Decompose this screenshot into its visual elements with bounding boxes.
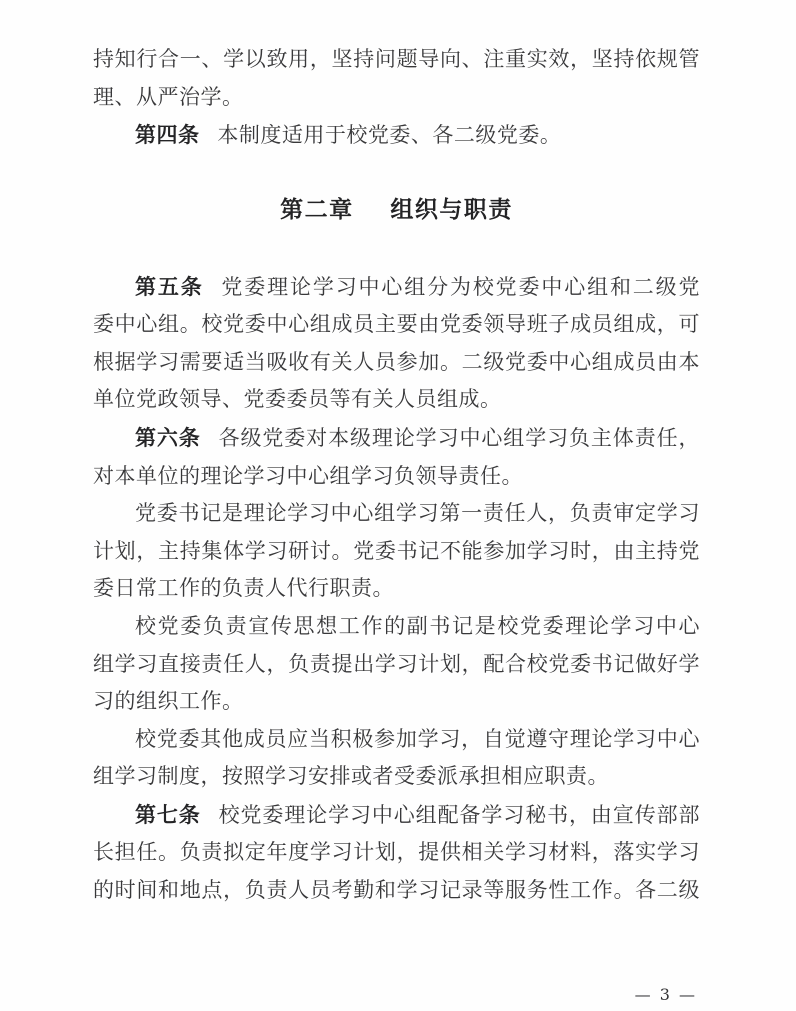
body-line: 长担任。负责拟定年度学习计划，提供相关学习材料，落实学习 [93,840,700,865]
body-line: 组学习直接责任人，负责提出学习计划，配合校党委书记做好学 [93,651,700,676]
article-7-line [93,796,700,835]
body-line: 对本单位的理论学习中心组学习负领导责任。 [93,463,523,488]
body-line: 组学习制度，按照学习安排或者受委派承担相应职责。 [93,764,609,789]
article-5-line [93,268,700,307]
article-6-text: 各级党委对本级理论学习中心组学习负主体责任， [218,425,701,450]
body-line: 委中心组。校党委中心组成员主要由党委领导班子成员组成，可 [93,312,700,337]
body-line: 的时间和地点，负责人员考勤和学习记录等服务性工作。各二级 [93,878,700,903]
body-line: 党委书记是理论学习中心组学习第一责任人，负责审定学习 [135,501,700,526]
chapter-number: 第二章 [280,197,354,224]
article-5-text: 党委理论学习中心组分为校党委中心组和二级党 [221,274,701,299]
body-line: 单位党政领导、党委委员等有关人员组成。 [93,387,502,412]
text-block [93,41,700,910]
page-number: — 3 — [634,985,697,1004]
chapter-heading [93,192,700,230]
chapter-title: 组织与职责 [390,197,513,224]
article-4-text: 本制度适用于校党委、各二级党委。 [217,123,562,148]
article-6-number: 第六条 [135,424,201,450]
body-line: 持知行合一、学以致用，坚持问题导向、注重实效，坚持依规管 [93,47,700,71]
body-line: 委日常工作的负责人代行职责。 [93,576,394,601]
article-7-number: 第七条 [135,801,201,827]
article-5-number: 第五条 [135,273,204,299]
body-line: 理、从严治学。 [93,84,244,109]
body-line: 根据学习需要适当吸收有关人员参加。二级党委中心组成员由本 [93,349,700,374]
article-6-line [93,419,700,458]
body-line: 习的组织工作。 [93,689,244,714]
body-line: 校党委负责宣传思想工作的副书记是校党委理论学习中心 [135,613,700,638]
article-4-number: 第四条 [135,122,200,148]
body-line: 校党委其他成员应当积极参加学习，自觉遵守理论学习中心 [135,726,700,751]
body-line: 计划，主持集体学习研讨。党委书记不能参加学习时，由主持党 [93,538,700,563]
article-7-text: 校党委理论学习中心组配备学习秘书，由宣传部部 [218,802,701,827]
article-4-line [93,116,700,155]
